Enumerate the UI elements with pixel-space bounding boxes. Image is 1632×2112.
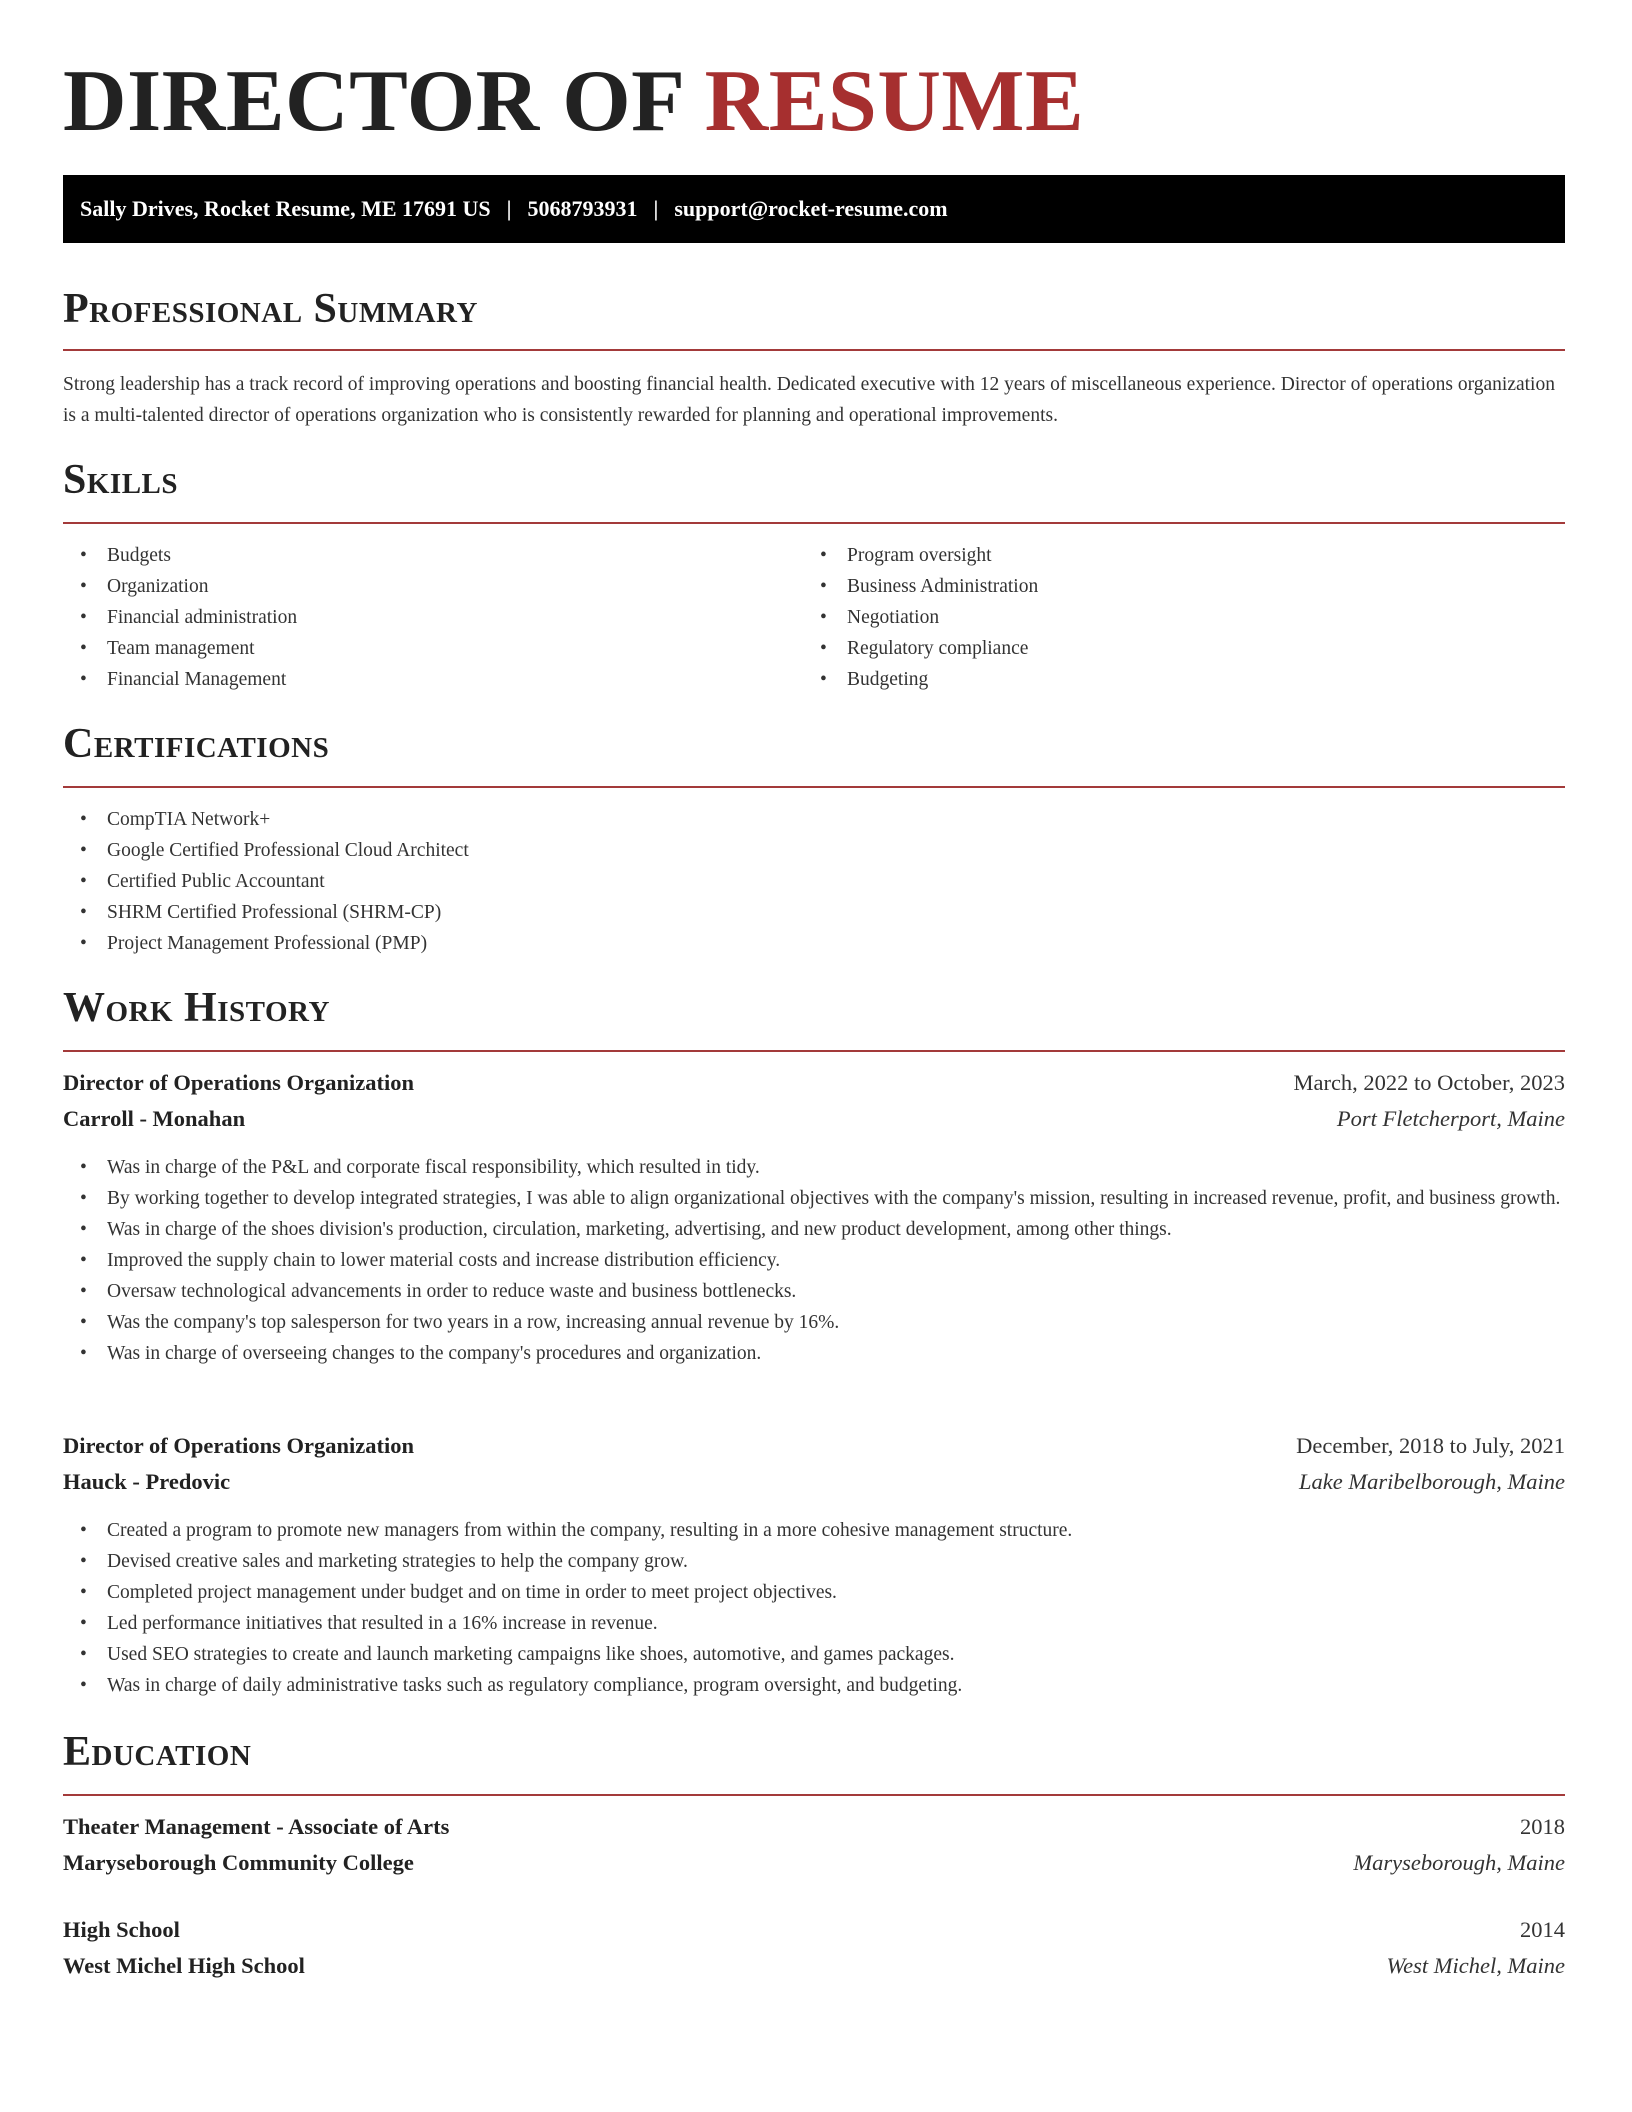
certifications-list bbox=[63, 804, 1565, 959]
education-school: West Michel High School bbox=[63, 1953, 305, 1978]
job-bullet: • Used SEO strategies to create and launch marketing campaigns like shoes, automotive, and games packages. bbox=[63, 1639, 1565, 1670]
section-certifications-header bbox=[63, 720, 1565, 788]
education-entry bbox=[63, 1917, 1565, 1989]
section-work-heading: Work History bbox=[63, 985, 330, 1031]
skill-item: • Regulatory compliance bbox=[803, 633, 1543, 664]
skills-list-left bbox=[63, 540, 803, 695]
job-location: Port Fletcherport, Maine bbox=[1336, 1106, 1565, 1131]
job-dates: March, 2022 to October, 2023 bbox=[1293, 1070, 1565, 1095]
section-skills-header bbox=[63, 456, 1565, 524]
contact-address: Sally Drives, Rocket Resume, ME 17691 US bbox=[80, 196, 491, 221]
certification-item: • Certified Public Accountant bbox=[63, 866, 1565, 897]
job-company: Carroll - Monahan bbox=[63, 1106, 246, 1131]
resume-title bbox=[63, 52, 1084, 152]
education-degree: High School bbox=[63, 1917, 180, 1942]
education-location: Maryseborough, Maine bbox=[1353, 1850, 1565, 1875]
skill-item: • Financial administration bbox=[63, 602, 803, 633]
job-bullet: • Was in charge of the P&L and corporate fiscal responsibility, which resulted in tidy. bbox=[63, 1152, 1565, 1183]
job-bullet: • Was in charge of daily administrative tasks such as regulatory compliance, program oversight, and budgeting. bbox=[63, 1670, 1565, 1701]
contact-bar bbox=[63, 175, 1565, 243]
job-bullet: • Completed project management under budget and on time in order to meet project objectives. bbox=[63, 1577, 1565, 1608]
education-year: 2018 bbox=[1520, 1814, 1565, 1839]
job-location: Lake Maribelborough, Maine bbox=[1298, 1469, 1565, 1494]
section-education-header bbox=[63, 1728, 1565, 1796]
job-bullet: • Devised creative sales and marketing strategies to help the company grow. bbox=[63, 1546, 1565, 1577]
section-summary-heading: Professional Summary bbox=[63, 286, 478, 332]
education-school: Maryseborough Community College bbox=[63, 1850, 414, 1875]
education-year: 2014 bbox=[1520, 1917, 1565, 1942]
education-degree: Theater Management - Associate of Arts bbox=[63, 1814, 450, 1839]
title-accent: RESUME bbox=[704, 53, 1085, 150]
job-bullet: • Led performance initiatives that resulted in a 16% increase in revenue. bbox=[63, 1608, 1565, 1639]
education-entry bbox=[63, 1814, 1565, 1886]
job-bullet: • Created a program to promote new managers from within the company, resulting in a more cohesive management structure. bbox=[63, 1515, 1565, 1546]
job-company: Hauck - Predovic bbox=[63, 1469, 231, 1494]
title-main: DIRECTOR OF bbox=[63, 53, 683, 150]
job-dates: December, 2018 to July, 2021 bbox=[1296, 1433, 1565, 1458]
contact-phone: 5068793931 bbox=[527, 196, 638, 221]
skill-item: • Business Administration bbox=[803, 571, 1543, 602]
certification-item: • Google Certified Professional Cloud Architect bbox=[63, 835, 1565, 866]
certification-item: • CompTIA Network+ bbox=[63, 804, 1565, 835]
contact-separator: | bbox=[653, 196, 659, 221]
job-entry bbox=[63, 1433, 1565, 1701]
job-bullets bbox=[63, 1515, 1565, 1701]
skill-item: • Financial Management bbox=[63, 664, 803, 695]
skill-item: • Budgets bbox=[63, 540, 803, 571]
certification-item: • Project Management Professional (PMP) bbox=[63, 928, 1565, 959]
job-title: Director of Operations Organization bbox=[63, 1070, 414, 1095]
skill-item: • Organization bbox=[63, 571, 803, 602]
job-bullets bbox=[63, 1152, 1565, 1369]
skill-item: • Budgeting bbox=[803, 664, 1543, 695]
job-bullet: • Was the company's top salesperson for two years in a row, increasing annual revenue by 16%. bbox=[63, 1307, 1565, 1338]
contact-separator: | bbox=[506, 196, 512, 221]
section-skills-heading: Skills bbox=[63, 457, 179, 503]
skill-item: • Negotiation bbox=[803, 602, 1543, 633]
job-title: Director of Operations Organization bbox=[63, 1433, 414, 1458]
skill-item: • Team management bbox=[63, 633, 803, 664]
skills-list-right bbox=[803, 540, 1543, 695]
summary-text: Strong leadership has a track record of improving operations and boosting financial health. Dedicated executive with 12 years of miscellaneous experience. Director of operations organization is a multi-talented director of operations organization who is consistently rewarded for planning and operational improvements. bbox=[63, 374, 1555, 426]
job-bullet: • Was in charge of overseeing changes to the company's procedures and organization. bbox=[63, 1338, 1565, 1369]
certification-item: • SHRM Certified Professional (SHRM-CP) bbox=[63, 897, 1565, 928]
section-summary-header bbox=[63, 285, 1565, 351]
education-location: West Michel, Maine bbox=[1386, 1953, 1565, 1978]
skill-item: • Program oversight bbox=[803, 540, 1543, 571]
contact-email[interactable]: support@rocket-resume.com bbox=[674, 196, 948, 221]
section-work-header bbox=[63, 984, 1565, 1052]
job-bullet: • Oversaw technological advancements in order to reduce waste and business bottlenecks. bbox=[63, 1276, 1565, 1307]
job-bullet: • Was in charge of the shoes division's production, circulation, marketing, advertising, and new product development, among other things. bbox=[63, 1214, 1565, 1245]
job-bullet: • By working together to develop integrated strategies, I was able to align organizational objectives with the company's mission, resulting in increased revenue, profit, and business growth. bbox=[63, 1183, 1565, 1214]
job-entry bbox=[63, 1070, 1565, 1369]
job-bullet: • Improved the supply chain to lower material costs and increase distribution efficiency. bbox=[63, 1245, 1565, 1276]
section-education-heading: Education bbox=[63, 1729, 252, 1775]
section-certifications-heading: Certifications bbox=[63, 721, 330, 767]
